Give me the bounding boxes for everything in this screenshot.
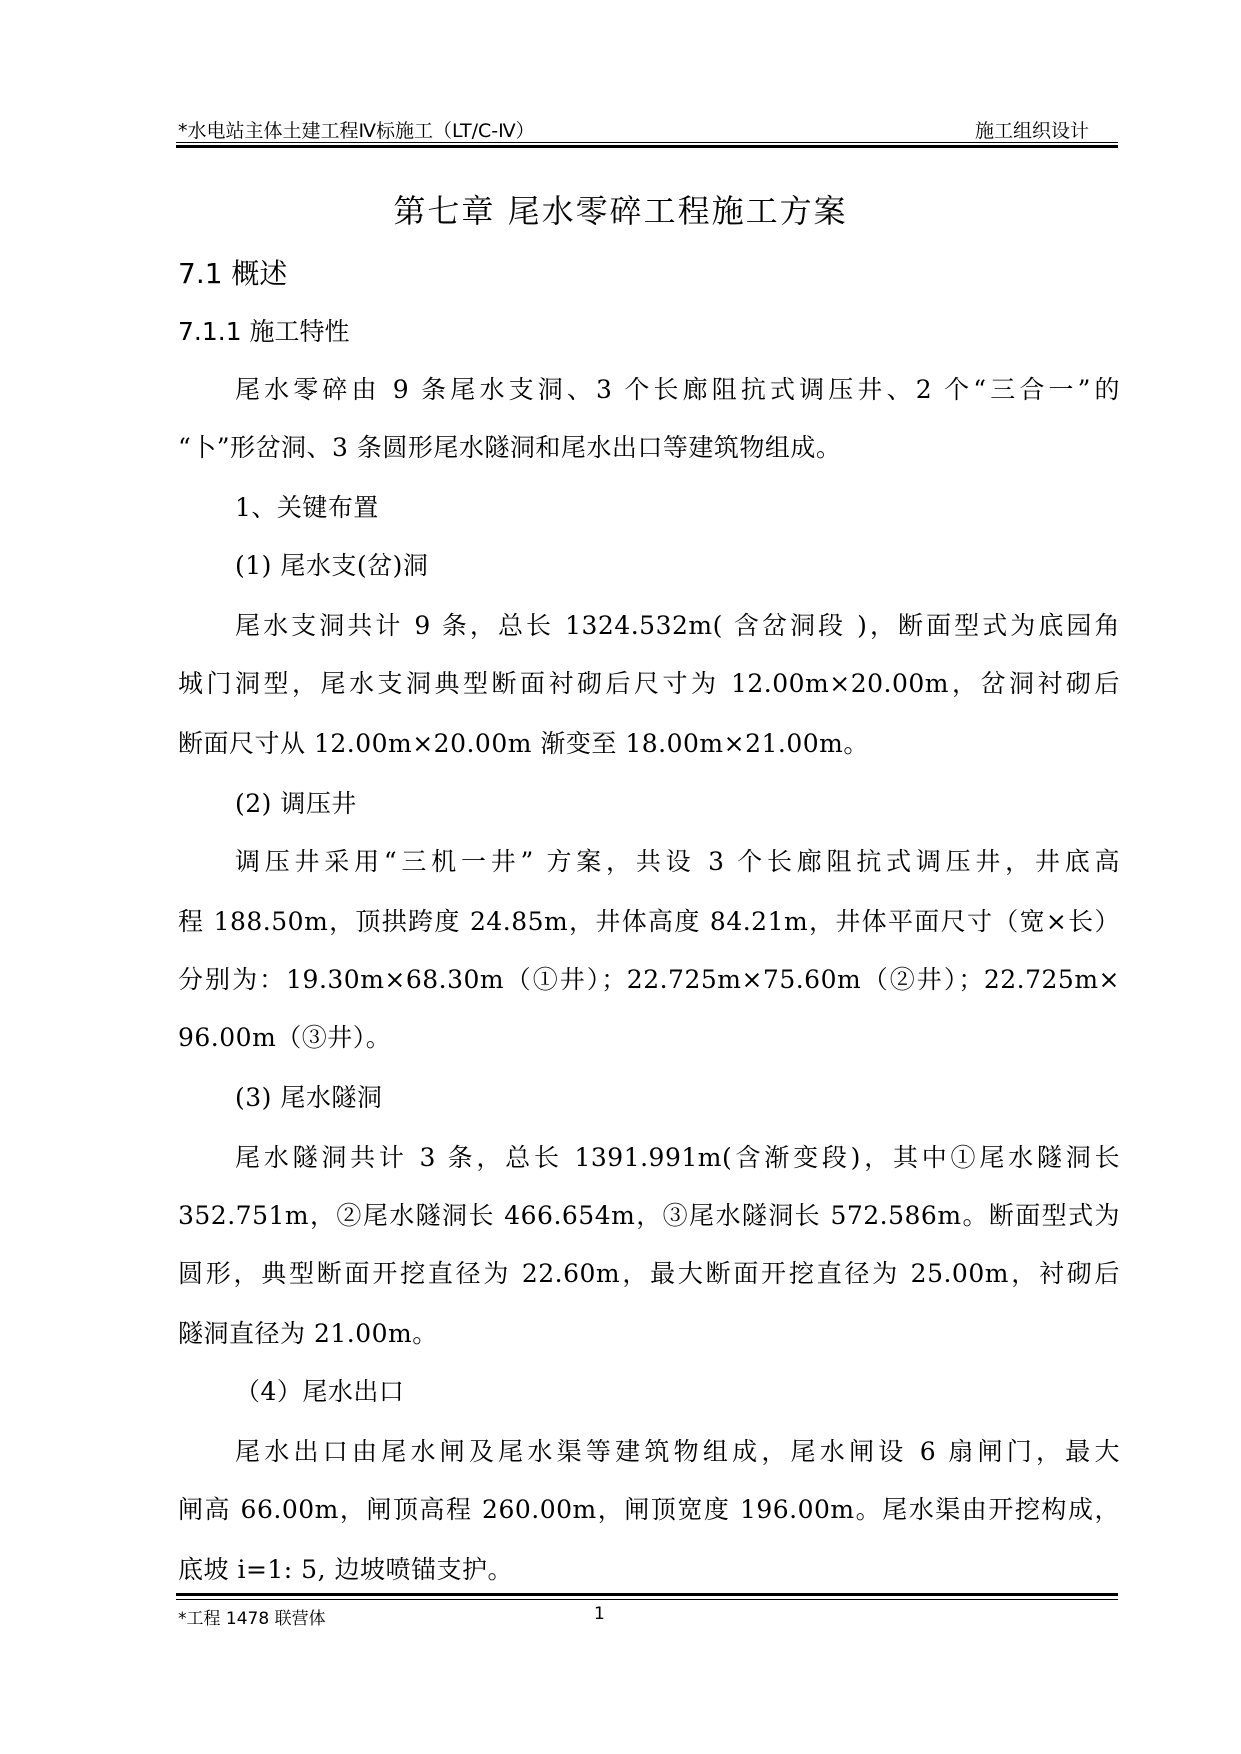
page-number: 1 [594, 1604, 605, 1624]
item-heading: (2) 调压井 [235, 789, 357, 818]
paragraph-line: 352.751m，②尾水隧洞长 466.654m，③尾水隧洞长 572.586m。断面型式为 [178, 1201, 1120, 1230]
chapter-title: 第七章 尾水零碎工程施工方案 [393, 192, 848, 230]
paragraph-line: 城门洞型，尾水支洞典型断面衬砌后尺寸为 12.00m×20.00m，岔洞衬砌后 [178, 669, 1120, 698]
item-heading: (3) 尾水隧洞 [235, 1083, 383, 1112]
paragraph-line: 分别为：19.30m×68.30m（①井）；22.725m×75.60m（②井）；22.725m× [178, 965, 1120, 994]
footer-left-text: *工程 1478 联营体 [178, 1609, 326, 1629]
paragraph-line: 隧洞直径为 21.00m。 [178, 1319, 438, 1348]
header-rule-thick [176, 145, 1118, 148]
section-heading: 7.1 概述 [178, 257, 288, 290]
header-right-text: 施工组织设计 [974, 120, 1089, 142]
paragraph-line: “卜”形岔洞、3 条圆形尾水隧洞和尾水出口等建筑物组成。 [178, 433, 842, 462]
paragraph-line: 尾水零碎由 9 条尾水支洞、3 个长廊阻抗式调压井、2 个“三合一”的 [235, 375, 1120, 404]
paragraph-line: 闸高 66.00m，闸顶高程 260.00m，闸顶宽度 196.00m。尾水渠由开挖构成， [178, 1495, 1120, 1524]
paragraph-line: 程 188.50m，顶拱跨度 24.85m，井体高度 84.21m，井体平面尺寸（宽×长） [178, 907, 1120, 936]
paragraph-line: 尾水隧洞共计 3 条，总长 1391.991m(含渐变段)，其中①尾水隧洞长 [235, 1143, 1120, 1172]
footer-rule-thick [176, 1593, 1118, 1596]
paragraph-line: 96.00m（③井）。 [178, 1023, 392, 1052]
item-heading: (1) 尾水支(岔)洞 [235, 551, 429, 580]
list-heading: 1、关键布置 [235, 493, 379, 522]
footer-rule-thin [176, 1599, 1118, 1600]
header-rule-thin [176, 142, 1118, 143]
paragraph-line: 断面尺寸从 12.00m×20.00m 渐变至 18.00m×21.00m。 [178, 729, 869, 758]
header-left-text: *水电站主体土建工程Ⅳ标施工（LT/C-Ⅳ） [178, 120, 535, 142]
item-heading: （4）尾水出口 [235, 1377, 405, 1406]
paragraph-line: 圆形，典型断面开挖直径为 22.60m，最大断面开挖直径为 25.00m，衬砌后 [178, 1259, 1120, 1288]
paragraph-line: 底坡 i=1: 5, 边坡喷锚支护。 [178, 1555, 513, 1584]
paragraph-line: 尾水出口由尾水闸及尾水渠等建筑物组成，尾水闸设 6 扇闸门，最大 [235, 1437, 1120, 1466]
paragraph-line: 尾水支洞共计 9 条，总长 1324.532m( 含岔洞段 )，断面型式为底园角 [235, 611, 1120, 640]
paragraph-line: 调压井采用“三机一井” 方案，共设 3 个长廊阻抗式调压井，井底高 [235, 847, 1120, 876]
subsection-heading: 7.1.1 施工特性 [178, 317, 350, 346]
